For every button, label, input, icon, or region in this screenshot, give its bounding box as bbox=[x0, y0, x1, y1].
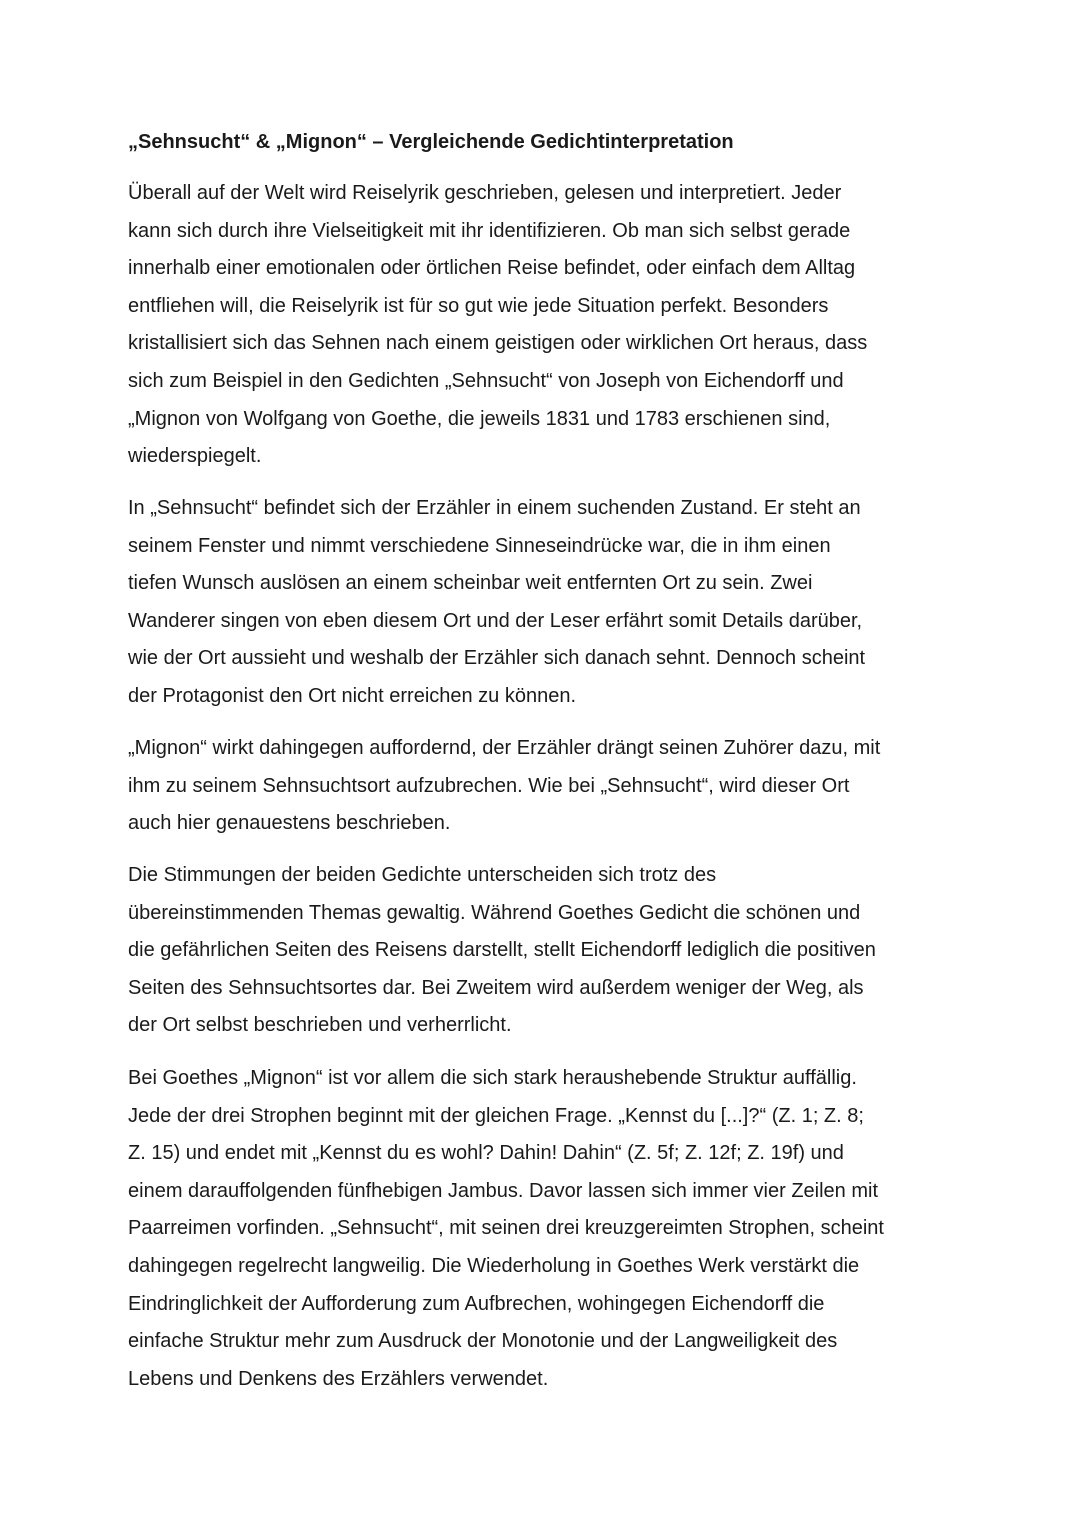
text-line: Eindringlichkeit der Aufforderung zum Aufbrechen, wohingegen Eichendorff die bbox=[128, 1292, 825, 1315]
text-line: Wanderer singen von eben diesem Ort und der Leser erfährt somit Details darüber, bbox=[128, 609, 863, 632]
text-line: sich zum Beispiel in den Gedichten „Sehnsucht“ von Joseph von Eichendorff und bbox=[128, 369, 844, 392]
text-line: innerhalb einer emotionalen oder örtlichen Reise befindet, oder einfach dem Alltag bbox=[128, 257, 856, 280]
text-line: Jede der drei Strophen beginnt mit der gleichen Frage. „Kennst du [...]?“ (Z. 1; Z. 8; bbox=[128, 1104, 864, 1127]
text-line: der Ort selbst beschrieben und verherrlicht. bbox=[128, 1014, 512, 1037]
paragraph-mignon bbox=[128, 730, 954, 843]
paragraph-moods bbox=[128, 857, 954, 1045]
text-line: Seiten des Sehnsuchtsortes dar. Bei Zweitem wird außerdem weniger der Weg, als bbox=[128, 976, 864, 999]
paragraph-sehnsucht bbox=[128, 490, 954, 716]
text-line: dahingegen regelrecht langweilig. Die Wiederholung in Goethes Werk verstärkt die bbox=[128, 1254, 860, 1277]
text-line: „Mignon von Wolfgang von Goethe, die jeweils 1831 und 1783 erschienen sind, bbox=[128, 407, 831, 430]
text-line: einfache Struktur mehr zum Ausdruck der Monotonie und der Langweiligkeit des bbox=[128, 1330, 838, 1353]
document-title: „Sehnsucht“ & „Mignon“ – Vergleichende Gedichtinterpretation bbox=[128, 131, 734, 153]
text-line: übereinstimmenden Themas gewaltig. Während Goethes Gedicht die schönen und bbox=[128, 901, 861, 924]
text-line: einem darauffolgenden fünfhebigen Jambus. Davor lassen sich immer vier Zeilen mit bbox=[128, 1179, 879, 1202]
text-line: auch hier genauestens beschrieben. bbox=[128, 812, 451, 835]
text-line: Bei Goethes „Mignon“ ist vor allem die sich stark heraushebende Struktur auffällig. bbox=[128, 1067, 857, 1089]
text-line: seinem Fenster und nimmt verschiedene Sinneseindrücke war, die in ihm einen bbox=[128, 534, 831, 557]
paragraph-structure bbox=[128, 1060, 954, 1398]
text-line: Überall auf der Welt wird Reiselyrik geschrieben, gelesen und interpretiert. Jeder bbox=[128, 182, 842, 204]
text-line: kristallisiert sich das Sehnen nach einem geistigen oder wirklichen Ort heraus, dass bbox=[128, 332, 868, 355]
text-line: wiederspiegelt. bbox=[128, 445, 262, 468]
paragraph-introduction bbox=[128, 175, 954, 476]
text-line: tiefen Wunsch auslösen an einem scheinbar weit entfernten Ort zu sein. Zwei bbox=[128, 572, 813, 595]
text-line: ihm zu seinem Sehnsuchtsort aufzubrechen. Wie bei „Sehnsucht“, wird dieser Ort bbox=[128, 774, 850, 797]
text-line: „Mignon“ wirkt dahingegen auffordernd, der Erzähler drängt seinen Zuhörer dazu, mit bbox=[128, 737, 881, 759]
text-line: Lebens und Denkens des Erzählers verwendet. bbox=[128, 1367, 549, 1390]
text-line: kann sich durch ihre Vielseitigkeit mit ihr identifizieren. Ob man sich selbst gerade bbox=[128, 219, 851, 242]
text-line: der Protagonist den Ort nicht erreichen zu können. bbox=[128, 684, 577, 707]
text-line: die gefährlichen Seiten des Reisens darstellt, stellt Eichendorff lediglich die positiven bbox=[128, 939, 876, 962]
text-line: In „Sehnsucht“ befindet sich der Erzähler in einem suchenden Zustand. Er steht an bbox=[128, 497, 861, 519]
text-line: entfliehen will, die Reiselyrik ist für so gut wie jede Situation perfekt. Besonders bbox=[128, 294, 829, 317]
text-line: Z. 15) und endet mit „Kennst du es wohl? Dahin! Dahin“ (Z. 5f; Z. 12f; Z. 19f) und bbox=[128, 1142, 844, 1165]
text-line: Paarreimen vorfinden. „Sehnsucht“, mit seinen drei kreuzgereimten Strophen, scheint bbox=[128, 1217, 884, 1240]
text-line: Die Stimmungen der beiden Gedichte unterscheiden sich trotz des bbox=[128, 864, 717, 886]
text-line: wie der Ort aussieht und weshalb der Erzähler sich danach sehnt. Dennoch scheint bbox=[128, 647, 866, 670]
